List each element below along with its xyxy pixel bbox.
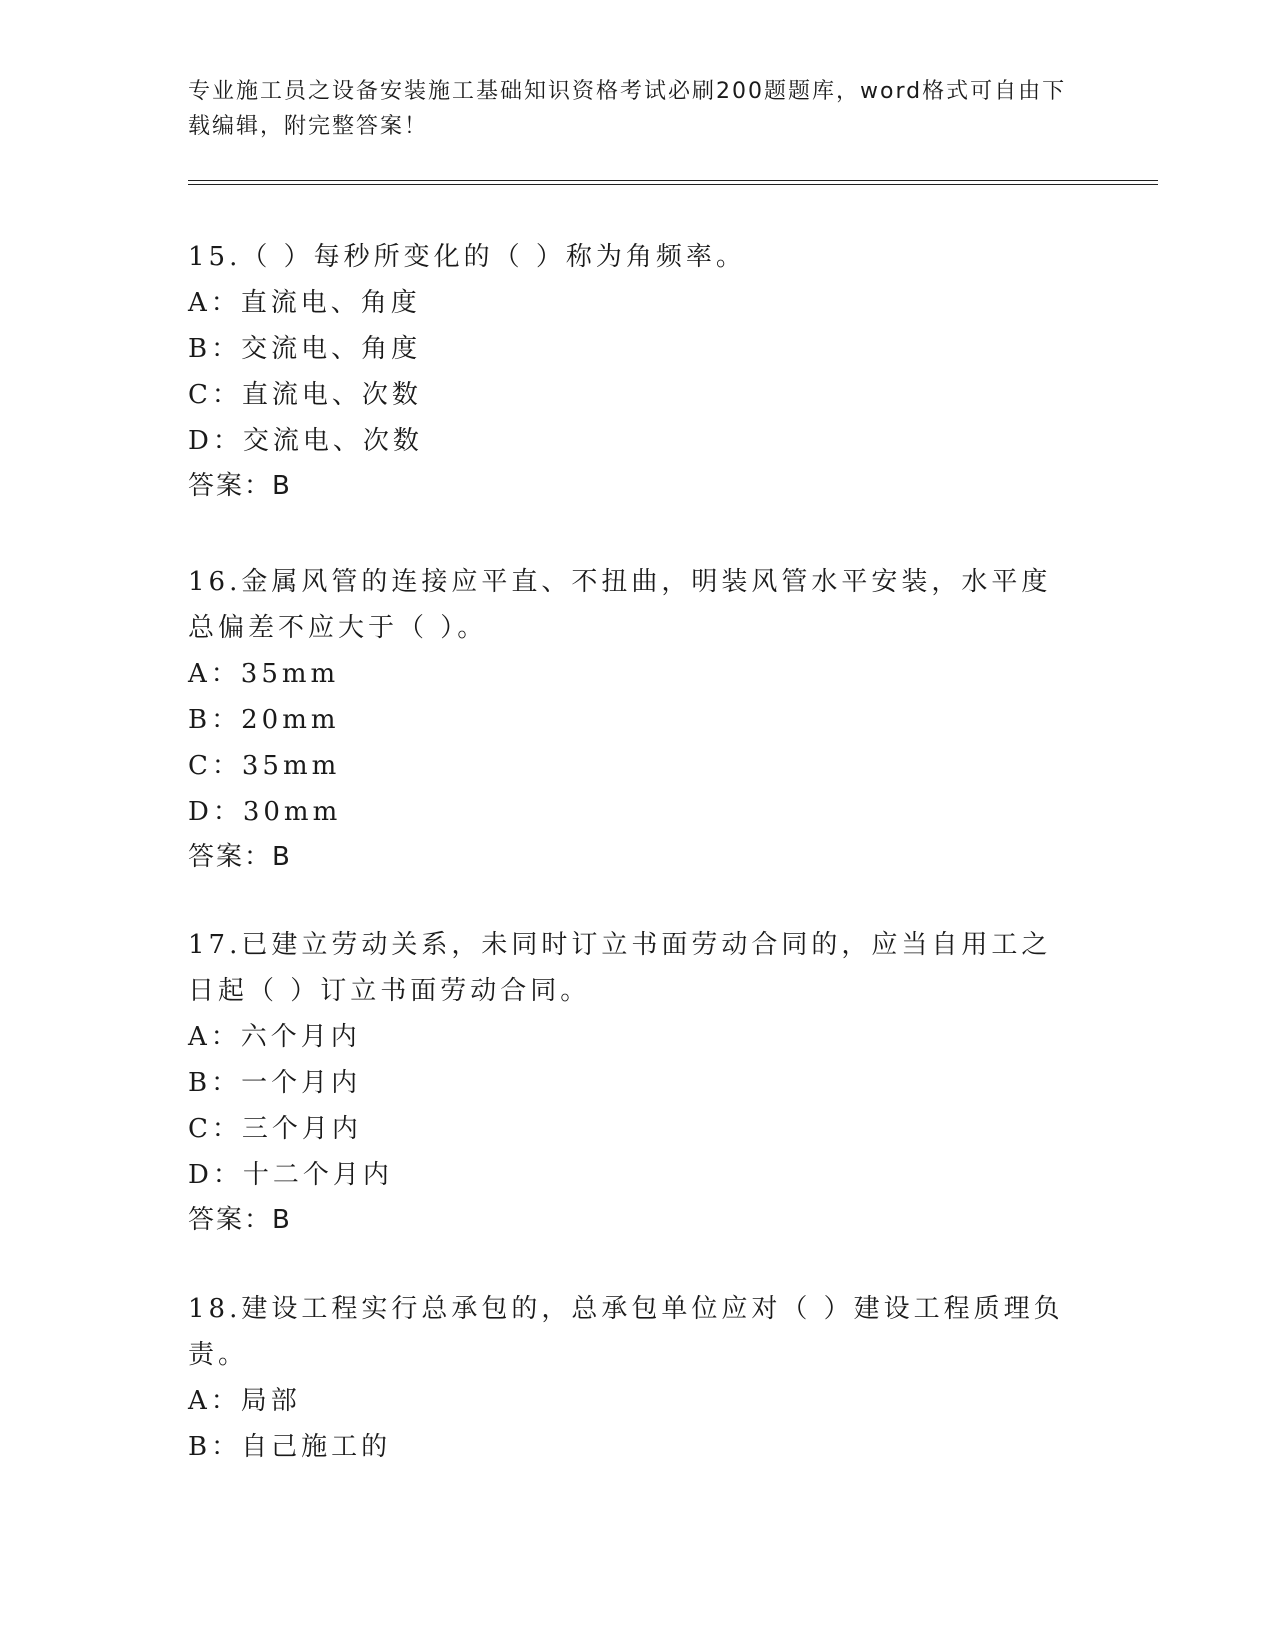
question-stem: 16.金属风管的连接应平直、不扭曲，明装风管水平安装，水平度总偏差不应大于（ ）。 [188,567,1052,643]
header-divider-bottom [188,184,1158,185]
question-stem: 15.（ ）每秒所变化的（ ）称为角频率。 [188,242,746,272]
option-b: B：自己施工的 [188,1432,392,1462]
answer: 答案：B [188,1205,292,1235]
question-stem: 17.已建立劳动关系，未同时订立书面劳动合同的，应当自用工之日起（ ）订立书面劳动合同。 [188,930,1052,1006]
option-a: A：35mm [188,659,340,689]
header-divider-top [188,180,1158,181]
answer: 答案：B [188,471,292,501]
option-b: B：交流电、角度 [188,334,422,364]
option-b: B：20mm [188,705,340,735]
question-16 [188,559,1078,879]
option-a: A：直流电、角度 [188,288,421,318]
answer: 答案：B [188,842,292,872]
option-a: A：局部 [188,1386,301,1416]
option-d: D：交流电、次数 [188,426,423,456]
document-header: 专业施工员之设备安装施工基础知识资格考试必刷200题题库，word格式可自由下载编辑，附完整答案！ [188,79,1067,139]
question-17 [188,922,1078,1242]
option-c: C：三个月内 [188,1114,362,1144]
option-b: B：一个月内 [188,1068,362,1098]
question-stem: 18.建设工程实行总承包的，总承包单位应对（ ）建设工程质理负责。 [188,1294,1064,1370]
question-18 [188,1286,1078,1470]
option-c: C：直流电、次数 [188,380,422,410]
option-c: C：35mm [188,751,341,781]
option-d: D：十二个月内 [188,1160,393,1190]
question-15 [188,234,1078,508]
option-d: D：30mm [188,797,342,827]
option-a: A：六个月内 [188,1022,361,1052]
